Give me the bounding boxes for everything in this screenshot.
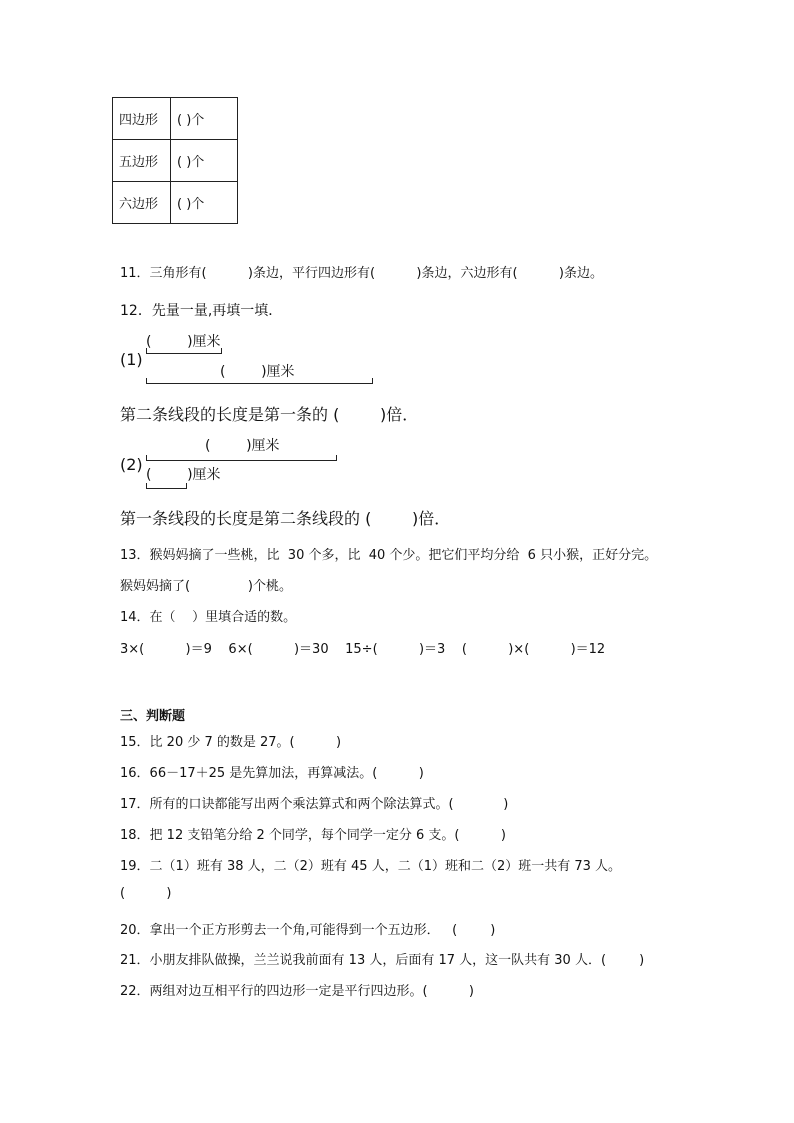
segment-tick xyxy=(336,455,337,461)
judge-item: 20．拿出一个正方形剪去一个角,可能得到一个五边形． ( ) xyxy=(120,923,496,938)
question-14-equations: 3×( )＝9 6×( )＝30 15÷( )＝3 ( )×( )＝12 xyxy=(120,642,606,657)
judge-item: 19．二（1）班有 38 人，二（2）班有 45 人，二（1）班和二（2）班一共有 73 人。 xyxy=(120,859,622,874)
segment-2-length-label[interactable]: ( )厘米 xyxy=(220,364,295,380)
shape-count-table xyxy=(112,97,238,224)
segment-tick xyxy=(146,348,147,354)
part-2-sentence: 第一条线段的长度是第二条线段的 ( )倍． xyxy=(120,509,451,528)
judge-item: 15．比 20 少 7 的数是 27。( ) xyxy=(120,735,342,750)
segment-tick xyxy=(221,348,222,354)
judge-item: 21．小朋友排队做操，兰兰说我前面有 13 人，后面有 17 人，这一队共有 30 人．( ) xyxy=(120,953,645,968)
part-1-marker: (1) xyxy=(120,350,143,369)
shape-name-cell: 六边形 xyxy=(113,182,171,224)
segment-1-length-label[interactable]: ( )厘米 xyxy=(146,334,221,350)
table-row xyxy=(113,140,238,182)
segment-tick xyxy=(146,378,147,384)
shape-name-cell: 五边形 xyxy=(113,140,171,182)
table-row xyxy=(113,182,238,224)
short-segment-1 xyxy=(146,353,221,354)
segment-tick xyxy=(146,483,147,489)
question-14-title: 14．在（ ）里填合适的数。 xyxy=(120,610,297,625)
question-13-line-1: 13．猴妈妈摘了一些桃，比 30 个多，比 40 个少。把它们平均分给 6 只小猴，正好分完。 xyxy=(120,548,658,563)
segment-2-length-label[interactable]: ( )厘米 xyxy=(146,467,221,483)
segment-1-length-label[interactable]: ( )厘米 xyxy=(205,438,280,454)
shape-name-cell: 四边形 xyxy=(113,98,171,140)
section-heading: 三、判断题 xyxy=(120,709,186,724)
segment-tick xyxy=(146,455,147,461)
short-segment-2 xyxy=(146,488,186,489)
question-11: 11．三角形有( )条边，平行四边形有( )条边，六边形有( )条边。 xyxy=(120,266,603,281)
answer-blank-cell[interactable]: ( )个 xyxy=(171,182,238,224)
part-1-sentence: 第二条线段的长度是第一条的 ( )倍． xyxy=(120,405,419,424)
question-13-line-2: 猴妈妈摘了( )个桃。 xyxy=(120,579,292,594)
answer-blank-cell[interactable]: ( )个 xyxy=(171,140,238,182)
judge-item: 18．把 12 支铅笔分给 2 个同学，每个同学一定分 6 支。( ) xyxy=(120,828,506,843)
answer-blank-cell[interactable]: ( )个 xyxy=(171,98,238,140)
long-segment-1 xyxy=(146,383,372,384)
table-row xyxy=(113,98,238,140)
long-segment-2 xyxy=(146,460,336,461)
segment-tick xyxy=(186,483,187,489)
judge-item: 22．两组对边互相平行的四边形一定是平行四边形。( ) xyxy=(120,984,475,999)
segment-tick xyxy=(372,378,373,384)
judge-item: 16．66－17＋25 是先算加法，再算减法。( ) xyxy=(120,766,424,781)
judge-item-answer[interactable]: ( ) xyxy=(120,886,172,901)
part-2-marker: (2) xyxy=(120,455,143,474)
judge-item: 17．所有的口诀都能写出两个乘法算式和两个除法算式。( ) xyxy=(120,797,509,812)
question-12-title: 12．先量一量,再填一填． xyxy=(120,303,283,319)
